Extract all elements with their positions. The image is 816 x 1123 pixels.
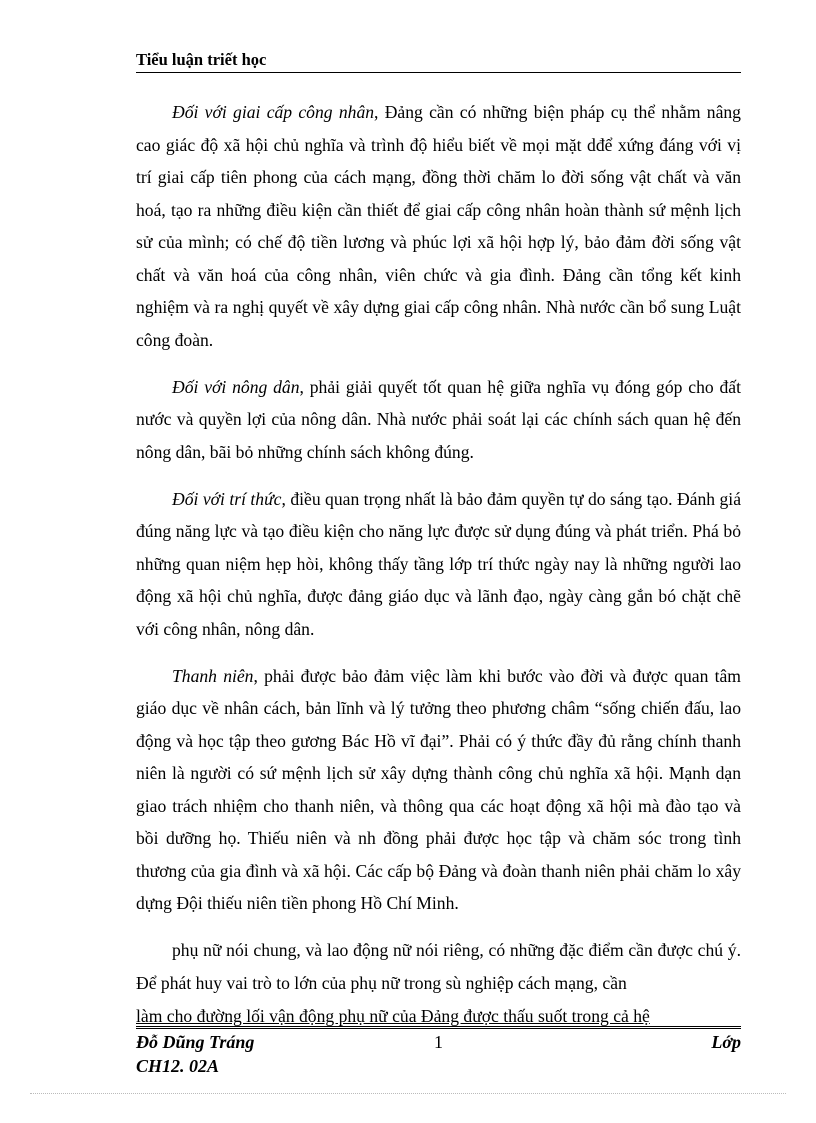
paragraph-text: , phải giải quyết tốt quan hệ giữa nghĩa vụ đóng góp cho đất nước và quyền lợi của nông dân. Nhà nước phải soát lại các chính sách quan hệ đến nông dân, bãi bỏ những chính sách không đúng.	[136, 376, 741, 462]
paragraph-lead: Đối với trí thức	[172, 488, 282, 509]
page-number: 1	[434, 1032, 443, 1052]
paragraph-intellectuals	[136, 483, 741, 646]
footer-class-label: Lớp	[711, 1032, 741, 1052]
cut-off-line: làm cho đường lối vận động phụ nữ của Đảng được thấu suốt trong cả hệ	[136, 1006, 650, 1026]
paragraph-text: phụ nữ nói chung, và lao động nữ nói riêng, có những đặc điểm cần được chú ý. Để phát huy vai trò to lớn của phụ nữ trong sù nghiệp cách mạng, cần	[136, 940, 741, 993]
page-header-title: Tiểu luận triết học	[136, 50, 741, 73]
paragraph-text: , điều quan trọng nhất là bảo đảm quyền tự do sáng tạo. Đánh giá đúng năng lực và tạo điều kiện cho năng lực được sử dụng đúng và phát triển. Phá bỏ những quan niệm hẹp hòi, không thấy tầng lớp trí thức ngày nay là những người lao động xã hội chủ nghĩa, được đảng giáo dục và lãnh đạo, ngày càng gắn bó chặt chẽ với công nhân, nông dân.	[136, 488, 742, 639]
paragraph-youth	[136, 660, 741, 920]
paragraph-lead: Đối với nông dân	[172, 376, 300, 397]
document-body	[136, 96, 741, 1014]
paragraph-lead: Thanh niên	[172, 665, 254, 686]
paragraph-text: , phải được bảo đảm việc làm khi bước vào đời và được quan tâm giáo dục về nhân cách, bản lĩnh và lý tưởng theo phương châm “sống chiến đấu, lao động và học tập theo gương Bác Hồ vĩ đại”. Phải có ý thức đầy đủ rằng chính thanh niên là người có sứ mệnh lịch sử xây dựng thành công chủ nghĩa xã hội. Mạnh dạn giao trách nhiệm cho thanh niên, và thông qua các hoạt động xã hội mà đào tạo và bồi dưỡng họ. Thiếu niên và nh đồng phải được học tập và chăm sóc trong tình thương của gia đình và xã hội. Các cấp bộ Đảng và đoàn thanh niên phải chăm lo xây dựng Đội thiếu niên tiền phong Hồ Chí Minh.	[136, 665, 741, 913]
page-boundary	[30, 1093, 786, 1094]
paragraph-farmers	[136, 371, 741, 469]
paragraph-workers	[136, 96, 741, 356]
footer-divider	[136, 1026, 741, 1029]
paragraph-text: , Đảng cần có những biện pháp cụ thể nhằm nâng cao giác độ xã hội chủ nghĩa và trình độ hiểu biết về mọi mặt dđể xứng đáng với vị trí giai cấp tiên phong của cách mạng, đồng thời chăm lo đời sống vật chất và văn hoá, tạo ra những điều kiện cần thiết để giai cấp công nhân hoàn thành sứ mệnh lịch sử của mình; có chế độ tiền lương và phúc lợi xã hội hợp lý, bảo đảm đời sống vật chất và văn hoá của công nhân, viên chức và gia đình. Đảng cần tổng kết kinh nghiệm và ra nghị quyết về xây dựng giai cấp công nhân. Nhà nước cần bổ sung Luật công đoàn.	[136, 102, 741, 350]
footer-author: Đỗ Dũng Tráng	[136, 1032, 255, 1052]
paragraph-lead: Đối với giai cấp công nhân	[172, 102, 375, 122]
footer-class-code: CH12. 02A	[136, 1056, 220, 1076]
page-footer	[136, 1030, 741, 1078]
paragraph-women	[136, 934, 741, 999]
